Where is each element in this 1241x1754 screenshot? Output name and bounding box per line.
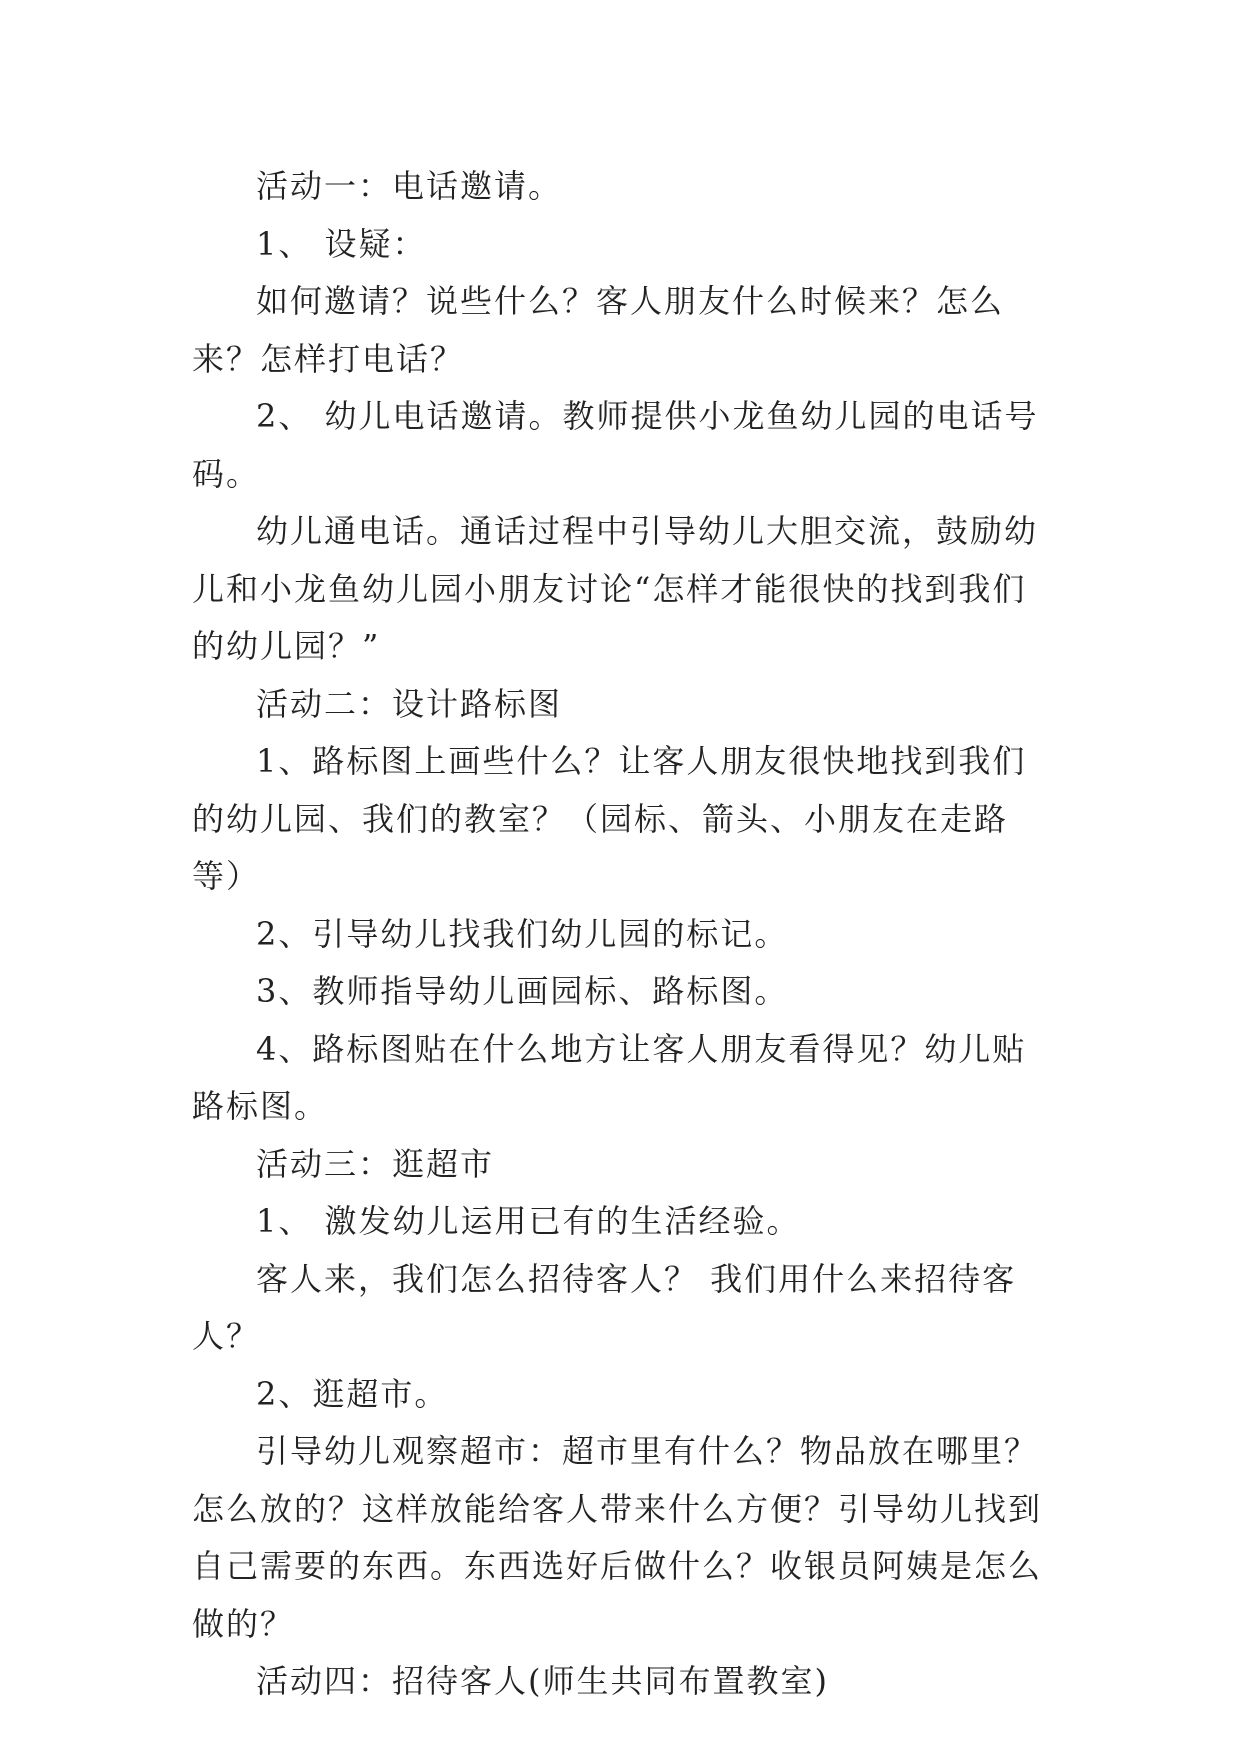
activity-2-step-2: 2、引导幼儿找我们幼儿园的标记。 — [256, 914, 789, 953]
activity-1-step-1: 1、 设疑： — [256, 224, 427, 263]
activity-1-heading: 活动一：电话邀请。 — [256, 167, 563, 205]
activity-2-step-3: 3、教师指导幼儿画园标、路标图。 — [256, 972, 789, 1010]
activity-1-call-description: 幼儿通电话。通话过程中引导幼儿大胆交流，鼓励幼儿和小龙鱼幼儿园小朋友讨论“怎样才能很快的找到我们的幼儿园？” — [192, 512, 1039, 665]
activity-1-questions: 如何邀请？说些什么？客人朋友什么时候来？怎么来？怎样打电话？ — [192, 282, 1005, 378]
activity-3-heading: 活动三：逛超市 — [256, 1144, 495, 1183]
activity-4-heading: 活动四：招待客人(师生共同布置教室) — [256, 1662, 829, 1700]
activity-1-step-2: 2、 幼儿电话邀请。教师提供小龙鱼幼儿园的电话号码。 — [192, 397, 1039, 493]
activity-2-step-4: 4、路标图贴在什么地方让客人朋友看得见？幼儿贴路标图。 — [192, 1029, 1027, 1125]
activity-2-step-1: 1、路标图上画些什么？让客人朋友很快地找到我们的幼儿园、我们的教室？（园标、箭头、小朋友在走路等） — [192, 742, 1027, 895]
activity-3-observation: 引导幼儿观察超市：超市里有什么？物品放在哪里？怎么放的？这样放能给客人带来什么方便？引导幼儿找到自己需要的东西。东西选好后做什么？收银员阿姨是怎么做的？ — [192, 1432, 1043, 1643]
activity-2-heading: 活动二：设计路标图 — [256, 684, 563, 723]
document-body — [192, 158, 1050, 1711]
activity-3-step-1: 1、 激发幼儿运用已有的生活经验。 — [256, 1202, 801, 1240]
activity-3-step-2: 2、逛超市。 — [256, 1374, 449, 1413]
activity-3-question: 客人来，我们怎么招待客人？ 我们用什么来招待客人？ — [192, 1259, 1017, 1355]
